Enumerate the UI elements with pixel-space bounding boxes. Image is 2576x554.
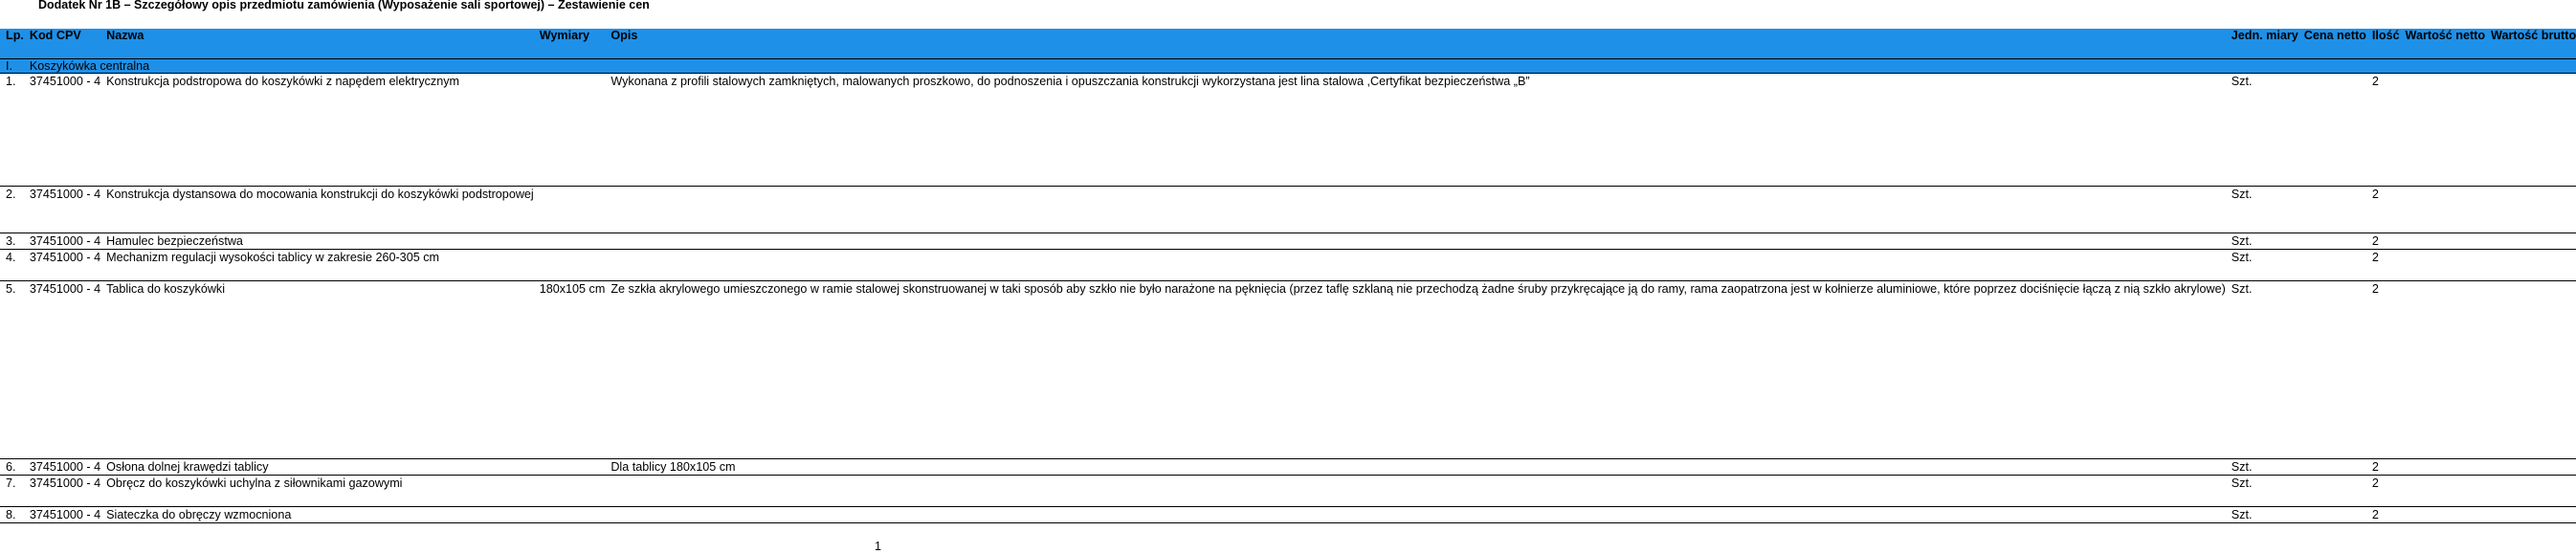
- cell-lp: 8.: [0, 507, 24, 523]
- cell-cpv: 37451000 - 4: [24, 187, 100, 233]
- header-name: Nazwa: [100, 29, 534, 59]
- header-unit: Jedn. miary: [2226, 29, 2298, 59]
- header-qty: Ilość: [2366, 29, 2400, 59]
- cell-net: [2400, 74, 2486, 187]
- cell-cpv: 37451000 - 4: [24, 459, 100, 476]
- cell-name: Konstrukcja dystansowa do mocowania konstrukcji do koszykówki podstropowej: [100, 187, 534, 233]
- cell-qty: 2: [2366, 187, 2400, 233]
- table-row: [0, 187, 2576, 233]
- cell-gross: [2485, 281, 2576, 459]
- cell-dims: [534, 459, 606, 476]
- cell-desc: [605, 250, 2225, 281]
- cell-unit: Szt.: [2226, 459, 2298, 476]
- cell-net: [2400, 281, 2486, 459]
- table-row: [0, 507, 2576, 523]
- cell-price: [2298, 250, 2366, 281]
- cell-lp: 3.: [0, 233, 24, 250]
- cell-dims: [534, 507, 606, 523]
- cell-cpv: 37451000 - 4: [24, 476, 100, 507]
- cell-gross: [2485, 74, 2576, 187]
- cell-lp: 6.: [0, 459, 24, 476]
- cell-gross: [2485, 459, 2576, 476]
- cell-net: [2400, 233, 2486, 250]
- cell-price: [2298, 476, 2366, 507]
- cell-desc: Wykonana z profili stalowych zamkniętych, malowanych proszkowo, do podnoszenia i opuszczania konstrukcji wykorzystana jest lina stalowa ,Certyfikat bezpieczeństwa „B”: [605, 74, 2225, 187]
- cell-dims: [534, 187, 606, 233]
- cell-gross: [2485, 250, 2576, 281]
- cell-lp: 1.: [0, 74, 24, 187]
- cell-gross: [2485, 507, 2576, 523]
- cell-net: [2400, 459, 2486, 476]
- price-table: [0, 29, 2576, 523]
- cell-dims: [534, 233, 606, 250]
- cell-price: [2298, 233, 2366, 250]
- cell-net: [2400, 250, 2486, 281]
- cell-gross: [2485, 233, 2576, 250]
- cell-price: [2298, 507, 2366, 523]
- cell-dims: [534, 476, 606, 507]
- table-row: [0, 476, 2576, 507]
- cell-qty: 2: [2366, 250, 2400, 281]
- cell-lp: 7.: [0, 476, 24, 507]
- cell-name: Osłona dolnej krawędzi tablicy: [100, 459, 534, 476]
- cell-price: [2298, 281, 2366, 459]
- cell-name: Tablica do koszykówki: [100, 281, 534, 459]
- cell-unit: Szt.: [2226, 507, 2298, 523]
- cell-cpv: 37451000 - 4: [24, 74, 100, 187]
- cell-price: [2298, 74, 2366, 187]
- cell-cpv: 37451000 - 4: [24, 250, 100, 281]
- cell-qty: 2: [2366, 74, 2400, 187]
- cell-dims: 180x105 cm: [534, 281, 606, 459]
- cell-name: Mechanizm regulacji wysokości tablicy w zakresie 260-305 cm: [100, 250, 534, 281]
- section-number: I.: [0, 59, 24, 74]
- cell-name: Konstrukcja podstropowa do koszykówki z napędem elektrycznym: [100, 74, 534, 187]
- cell-net: [2400, 476, 2486, 507]
- cell-unit: Szt.: [2226, 233, 2298, 250]
- cell-price: [2298, 187, 2366, 233]
- cell-name: Siateczka do obręczy wzmocniona: [100, 507, 534, 523]
- cell-lp: 4.: [0, 250, 24, 281]
- cell-unit: Szt.: [2226, 281, 2298, 459]
- cell-name: Obręcz do koszykówki uchylna z siłownikami gazowymi: [100, 476, 534, 507]
- header-desc: Opis: [605, 29, 2225, 59]
- header-lp: Lp.: [0, 29, 24, 59]
- section-row: [0, 59, 2576, 74]
- cell-name: Hamulec bezpieczeństwa: [100, 233, 534, 250]
- cell-desc: [605, 187, 2225, 233]
- header-cpv: Kod CPV: [24, 29, 100, 59]
- table-row: [0, 233, 2576, 250]
- cell-unit: Szt.: [2226, 476, 2298, 507]
- cell-net: [2400, 507, 2486, 523]
- header-dims: Wymiary: [534, 29, 606, 59]
- cell-qty: 2: [2366, 476, 2400, 507]
- cell-desc: [605, 476, 2225, 507]
- table-row: [0, 74, 2576, 187]
- cell-qty: 2: [2366, 459, 2400, 476]
- header-net: Wartość netto: [2400, 29, 2486, 59]
- cell-gross: [2485, 476, 2576, 507]
- cell-qty: 2: [2366, 507, 2400, 523]
- cell-unit: Szt.: [2226, 187, 2298, 233]
- cell-dims: [534, 250, 606, 281]
- cell-desc: Ze szkła akrylowego umieszczonego w ramie stalowej skonstruowanej w taki sposób aby szkło nie było narażone na pęknięcia (przez taflę szklaną nie przechodzą żadne śruby przykręcające ją do ramy, rama zaopatrzona jest w kołnierze aluminiowe, które poprzez dociśnięcie łączą z nią szkło akrylowe): [605, 281, 2225, 459]
- section-title: Koszykówka centralna: [24, 59, 2576, 74]
- header-gross: Wartość brutto: [2485, 29, 2576, 59]
- cell-unit: Szt.: [2226, 74, 2298, 187]
- cell-desc: [605, 233, 2225, 250]
- cell-lp: 2.: [0, 187, 24, 233]
- cell-price: [2298, 459, 2366, 476]
- document-title: Dodatek Nr 1B – Szczegółowy opis przedmiotu zamówienia (Wyposażenie sali sportowej) – Zestawienie cen: [38, 0, 650, 11]
- cell-qty: 2: [2366, 233, 2400, 250]
- table-header-row: [0, 29, 2576, 59]
- cell-dims: [534, 74, 606, 187]
- header-price: Cena netto: [2298, 29, 2366, 59]
- cell-cpv: 37451000 - 4: [24, 281, 100, 459]
- cell-desc: [605, 507, 2225, 523]
- table-row: [0, 250, 2576, 281]
- cell-qty: 2: [2366, 281, 2400, 459]
- page-number: 1: [875, 540, 881, 553]
- cell-net: [2400, 187, 2486, 233]
- cell-cpv: 37451000 - 4: [24, 233, 100, 250]
- cell-gross: [2485, 187, 2576, 233]
- table-row: [0, 281, 2576, 459]
- cell-cpv: 37451000 - 4: [24, 507, 100, 523]
- cell-unit: Szt.: [2226, 250, 2298, 281]
- table-row: [0, 459, 2576, 476]
- cell-lp: 5.: [0, 281, 24, 459]
- cell-desc: Dla tablicy 180x105 cm: [605, 459, 2225, 476]
